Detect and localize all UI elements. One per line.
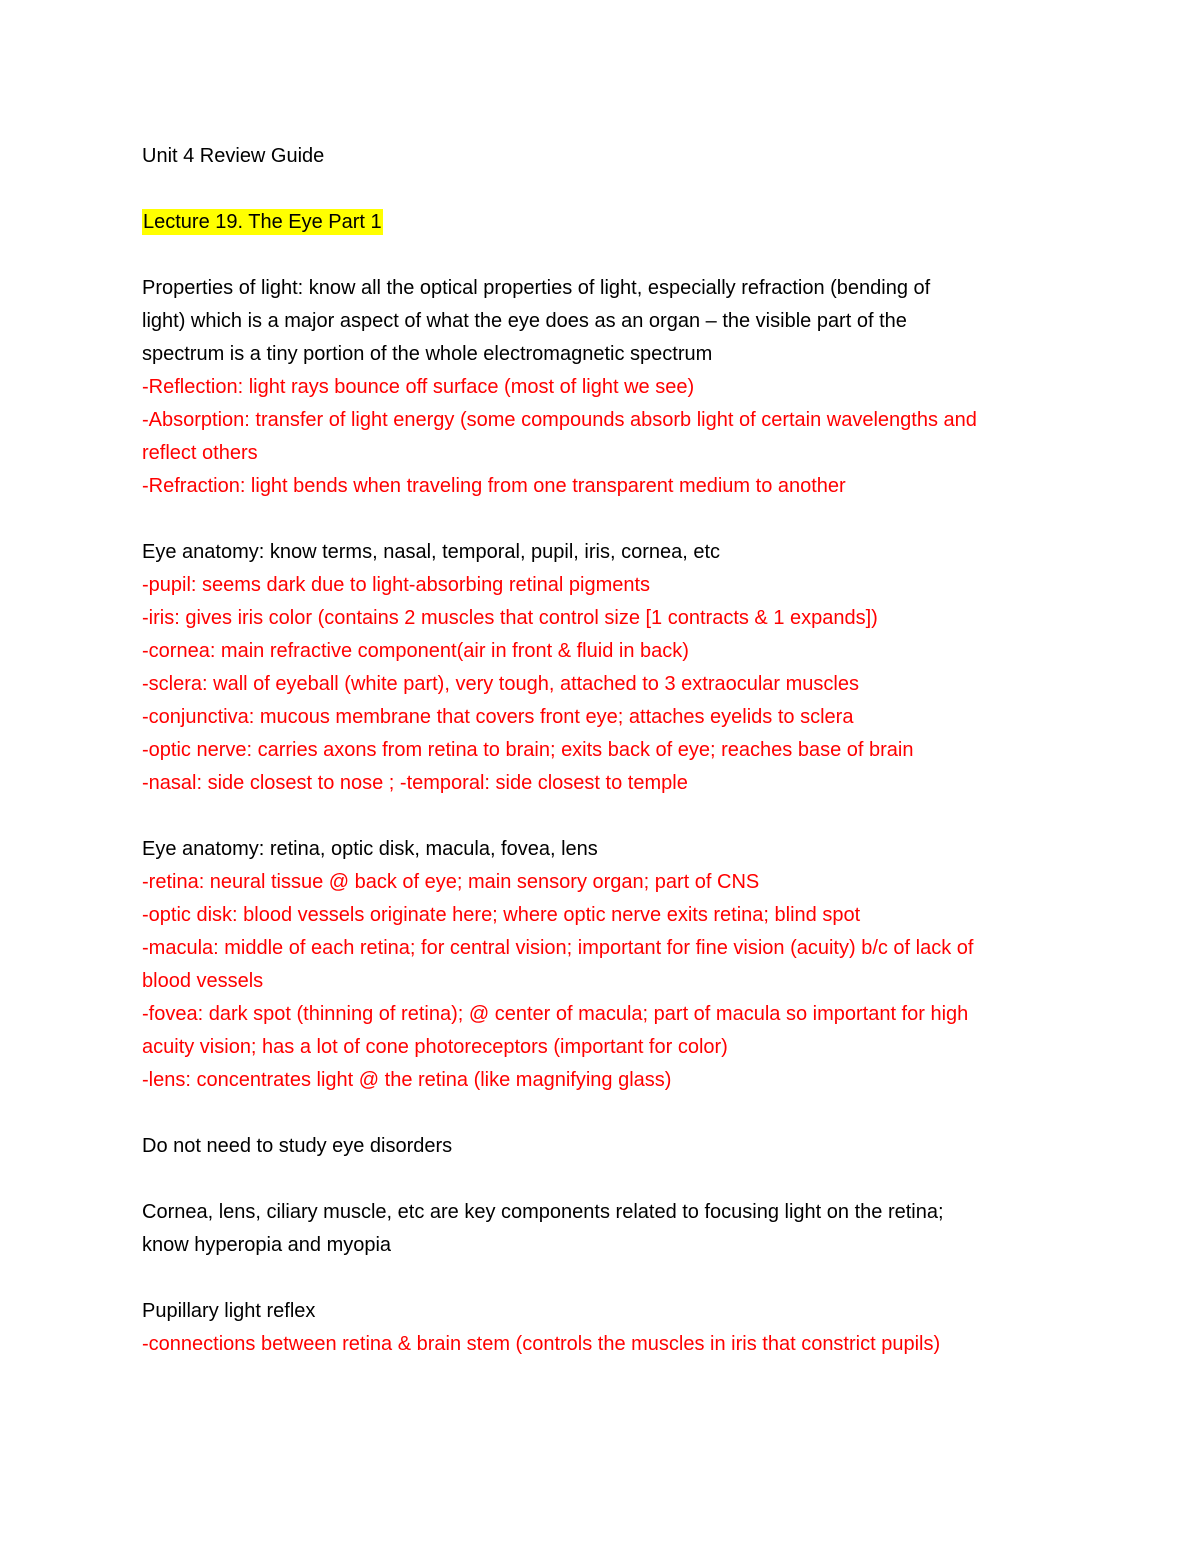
note-line: -connections between retina & brain stem (controls the muscles in iris that constrict pupils)	[142, 1333, 941, 1355]
note-line: -cornea: main refractive component(air in front & fluid in back)	[142, 640, 689, 662]
spacer	[142, 239, 1072, 272]
lecture-heading-row	[142, 206, 1072, 239]
section	[142, 536, 1072, 800]
note-line: -Reflection: light rays bounce off surface (most of light we see)	[142, 376, 695, 398]
section	[142, 272, 1072, 503]
note-line: -optic disk: blood vessels originate here; where optic nerve exits retina; blind spot	[142, 904, 861, 926]
note-line: acuity vision; has a lot of cone photoreceptors (important for color)	[142, 1036, 728, 1058]
note-line: -conjunctiva: mucous membrane that covers front eye; attaches eyelids to sclera	[142, 706, 854, 728]
section	[142, 833, 1072, 1097]
text-line: Eye anatomy: know terms, nasal, temporal, pupil, iris, cornea, etc	[142, 541, 721, 563]
note-line: reflect others	[142, 442, 258, 464]
section	[142, 1130, 1072, 1163]
text-line: Properties of light: know all the optical properties of light, especially refraction (bending of	[142, 277, 931, 299]
spacer	[142, 800, 1072, 833]
note-line: blood vessels	[142, 970, 264, 992]
spacer	[142, 1097, 1072, 1130]
section	[142, 1196, 1072, 1262]
note-line: -retina: neural tissue @ back of eye; main sensory organ; part of CNS	[142, 871, 760, 893]
spacer	[142, 1163, 1072, 1196]
note-line: -Absorption: transfer of light energy (some compounds absorb light of certain wavelengths and	[142, 409, 977, 431]
document-title: Unit 4 Review Guide	[142, 145, 325, 167]
spacer	[142, 173, 1072, 206]
text-line: Do not need to study eye disorders	[142, 1135, 453, 1157]
note-line: -Refraction: light bends when traveling from one transparent medium to another	[142, 475, 846, 497]
document-body	[142, 272, 1072, 1361]
note-line: -macula: middle of each retina; for central vision; important for fine vision (acuity) b/c of lack of	[142, 937, 974, 959]
document-page	[142, 140, 1072, 1361]
text-line: Eye anatomy: retina, optic disk, macula, fovea, lens	[142, 838, 598, 860]
spacer	[142, 503, 1072, 536]
note-line: -lens: concentrates light @ the retina (like magnifying glass)	[142, 1069, 672, 1091]
text-line: spectrum is a tiny portion of the whole electromagnetic spectrum	[142, 343, 713, 365]
text-line: light) which is a major aspect of what the eye does as an organ – the visible part of the	[142, 310, 907, 332]
spacer	[142, 1262, 1072, 1295]
text-line: Pupillary light reflex	[142, 1300, 316, 1322]
section	[142, 1295, 1072, 1361]
note-line: -optic nerve: carries axons from retina to brain; exits back of eye; reaches base of brain	[142, 739, 914, 761]
note-line: -iris: gives iris color (contains 2 muscles that control size [1 contracts & 1 expands])	[142, 607, 878, 629]
note-line: -nasal: side closest to nose ; -temporal: side closest to temple	[142, 772, 688, 794]
note-line: -fovea: dark spot (thinning of retina); @ center of macula; part of macula so important for high	[142, 1003, 969, 1025]
note-line: -pupil: seems dark due to light-absorbing retinal pigments	[142, 574, 651, 596]
lecture-heading: Lecture 19. The Eye Part 1	[143, 211, 382, 233]
text-line: Cornea, lens, ciliary muscle, etc are key components related to focusing light on the retina;	[142, 1201, 944, 1223]
text-line: know hyperopia and myopia	[142, 1234, 392, 1256]
note-line: -sclera: wall of eyeball (white part), very tough, attached to 3 extraocular muscles	[142, 673, 859, 695]
